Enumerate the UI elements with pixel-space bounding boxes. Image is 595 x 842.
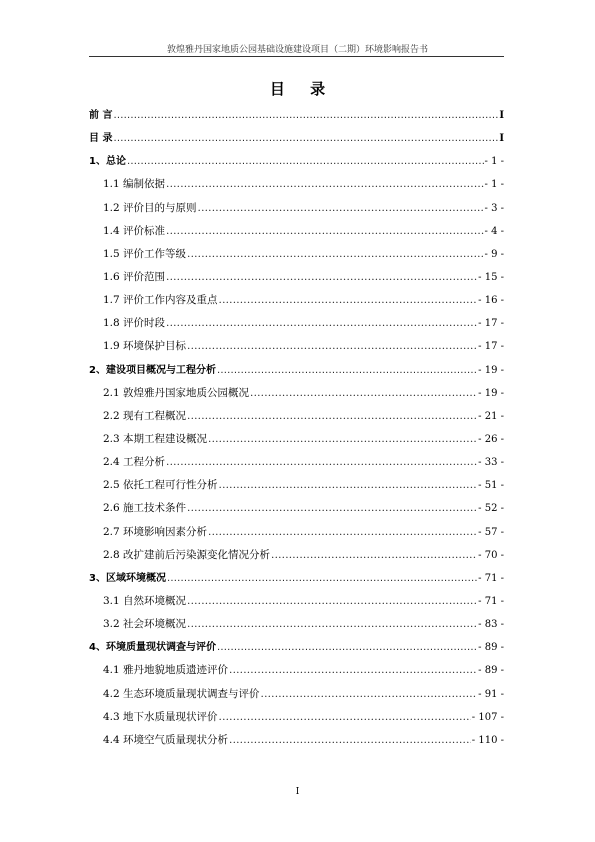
- toc-entry[interactable]: [89, 197, 504, 220]
- toc-entry-label: 4.3 地下水质量现状评价: [103, 710, 218, 723]
- toc-entry-label: 4、环境质量现状调查与评价: [89, 642, 216, 654]
- toc-leader-dots: [250, 382, 477, 405]
- toc-entry[interactable]: [89, 613, 504, 636]
- toc-leader-dots: [187, 590, 477, 613]
- toc-entry-page: - 4 -: [484, 225, 504, 237]
- toc-entry-page: - 1 -: [484, 179, 504, 191]
- toc-entry-label: 前 言: [89, 110, 113, 121]
- toc-entry[interactable]: [89, 312, 504, 335]
- toc-entry-page: - 15 -: [478, 271, 504, 283]
- toc-entry[interactable]: [89, 428, 504, 451]
- toc-entry-label: 2.8 改扩建前后污染源变化情况分析: [103, 548, 271, 561]
- toc-leader-dots: [187, 243, 483, 266]
- toc-entry[interactable]: [89, 544, 504, 567]
- toc-leader-dots: [217, 636, 477, 659]
- toc-entry-page: - 51 -: [478, 480, 504, 492]
- toc-entry-label: 2.5 依托工程可行性分析: [103, 479, 218, 492]
- toc-entry-page: - 71 -: [478, 572, 504, 584]
- toc-leader-dots: [229, 659, 477, 682]
- toc-entry-page: I: [499, 133, 504, 145]
- toc-entry-page: - 91 -: [478, 688, 504, 700]
- toc-entry[interactable]: [89, 150, 504, 173]
- toc-entry-label: 2.3 本期工程建设概况: [103, 432, 208, 445]
- toc-entry-label: 3、区域环境概况: [89, 572, 166, 584]
- toc-entry-page: I: [499, 110, 504, 121]
- toc-leader-dots: [166, 312, 477, 335]
- toc-leader-dots: [187, 335, 477, 358]
- toc-entry-page: - 1 -: [484, 156, 504, 168]
- toc-entry-page: - 3 -: [484, 202, 504, 214]
- toc-entry-page: - 19 -: [478, 387, 504, 399]
- toc-entry[interactable]: [89, 497, 504, 520]
- toc-entry-label: 2.1 敦煌雅丹国家地质公园概况: [103, 386, 250, 399]
- toc-leader-dots: [187, 613, 477, 636]
- toc-leader-dots: [208, 521, 477, 544]
- toc-entry-page: - 83 -: [478, 619, 504, 631]
- toc-entry-label: 1.7 评价工作内容及重点: [103, 294, 218, 307]
- toc-entry-label: 目 录: [89, 133, 113, 145]
- toc-entry-label: 4.2 生态环境质量现状调查与评价: [103, 687, 260, 700]
- toc-entry[interactable]: [89, 451, 504, 474]
- toc-entry[interactable]: [89, 590, 504, 613]
- toc-entry-page: - 57 -: [478, 526, 504, 538]
- toc-leader-dots: [219, 706, 471, 729]
- toc-entry-page: - 17 -: [478, 341, 504, 353]
- toc-entry[interactable]: [89, 474, 504, 497]
- toc-entry[interactable]: [89, 104, 504, 127]
- toc-entry-label: 1.6 评价范围: [103, 270, 166, 283]
- toc-entry-label: 2、建设项目概况与工程分析: [89, 364, 216, 376]
- toc-entry[interactable]: [89, 220, 504, 243]
- toc-entry[interactable]: [89, 636, 504, 659]
- toc-leader-dots: [271, 544, 477, 567]
- toc-leader-dots: [113, 127, 498, 150]
- toc-entry[interactable]: [89, 266, 504, 289]
- toc-entry-label: 1.4 评价标准: [103, 224, 166, 237]
- table-of-contents: [89, 104, 504, 752]
- toc-entry-page: - 89 -: [478, 665, 504, 677]
- toc-entry-label: 1.1 编制依据: [103, 178, 166, 191]
- toc-entry[interactable]: [89, 289, 504, 312]
- toc-entry-label: 1、总论: [89, 156, 126, 168]
- toc-entry-page: - 19 -: [478, 364, 504, 376]
- toc-entry-label: 3.1 自然环境概况: [103, 594, 187, 607]
- toc-leader-dots: [208, 428, 477, 451]
- toc-leader-dots: [229, 729, 471, 752]
- toc-entry-label: 1.9 环境保护目标: [103, 340, 187, 353]
- toc-entry-label: 2.4 工程分析: [103, 456, 166, 469]
- toc-entry[interactable]: [89, 683, 504, 706]
- toc-entry-page: - 107 -: [471, 711, 504, 723]
- toc-entry-label: 1.8 评价时段: [103, 317, 166, 330]
- toc-entry[interactable]: [89, 359, 504, 382]
- toc-leader-dots: [167, 567, 477, 590]
- toc-entry[interactable]: [89, 127, 504, 150]
- toc-leader-dots: [166, 266, 477, 289]
- toc-entry-page: - 17 -: [478, 318, 504, 330]
- toc-leader-dots: [219, 289, 478, 312]
- toc-entry-label: 2.7 环境影响因素分析: [103, 525, 208, 538]
- toc-entry-label: 2.2 现有工程概况: [103, 409, 187, 422]
- toc-entry[interactable]: [89, 405, 504, 428]
- toc-entry-page: - 52 -: [478, 503, 504, 515]
- toc-entry-page: - 21 -: [478, 410, 504, 422]
- toc-entry[interactable]: [89, 243, 504, 266]
- toc-entry[interactable]: [89, 706, 504, 729]
- toc-entry-label: 3.2 社会环境概况: [103, 618, 187, 631]
- toc-leader-dots: [217, 359, 477, 382]
- toc-entry[interactable]: [89, 382, 504, 405]
- toc-leader-dots: [166, 173, 483, 196]
- toc-leader-dots: [261, 683, 478, 706]
- toc-entry-page: - 89 -: [478, 642, 504, 654]
- toc-entry-label: 1.2 评价目的与原则: [103, 201, 197, 214]
- page-title: 目 录: [269, 80, 336, 98]
- toc-leader-dots: [166, 220, 483, 243]
- toc-entry-page: - 110 -: [471, 734, 504, 746]
- toc-entry-label: 4.4 环境空气质量现状分析: [103, 733, 229, 746]
- toc-entry-label: 1.5 评价工作等级: [103, 247, 187, 260]
- toc-leader-dots: [198, 197, 484, 220]
- toc-entry[interactable]: [89, 729, 504, 752]
- toc-leader-dots: [187, 405, 477, 428]
- toc-entry[interactable]: [89, 567, 504, 590]
- toc-leader-dots: [187, 497, 477, 520]
- toc-entry-page: - 26 -: [478, 433, 504, 445]
- toc-entry[interactable]: [89, 173, 504, 196]
- toc-entry[interactable]: [89, 521, 504, 544]
- toc-entry-page: - 33 -: [478, 457, 504, 469]
- toc-entry-label: 4.1 雅丹地貌地质遗迹评价: [103, 664, 229, 677]
- toc-leader-dots: [219, 474, 478, 497]
- toc-entry[interactable]: [89, 659, 504, 682]
- toc-entry-label: 2.6 施工技术条件: [103, 502, 187, 515]
- header-rule: [89, 56, 504, 57]
- page-number: I: [295, 787, 300, 797]
- toc-entry-page: - 9 -: [484, 248, 504, 260]
- toc-leader-dots: [113, 104, 498, 127]
- toc-leader-dots: [166, 451, 477, 474]
- toc-entry-page: - 71 -: [478, 595, 504, 607]
- running-header: 敦煌雅丹国家地质公园基础设施建设项目（二期）环境影响报告书: [166, 45, 428, 55]
- toc-entry-page: - 70 -: [478, 549, 504, 561]
- toc-leader-dots: [127, 150, 484, 173]
- toc-entry-page: - 16 -: [478, 295, 504, 307]
- toc-entry[interactable]: [89, 335, 504, 358]
